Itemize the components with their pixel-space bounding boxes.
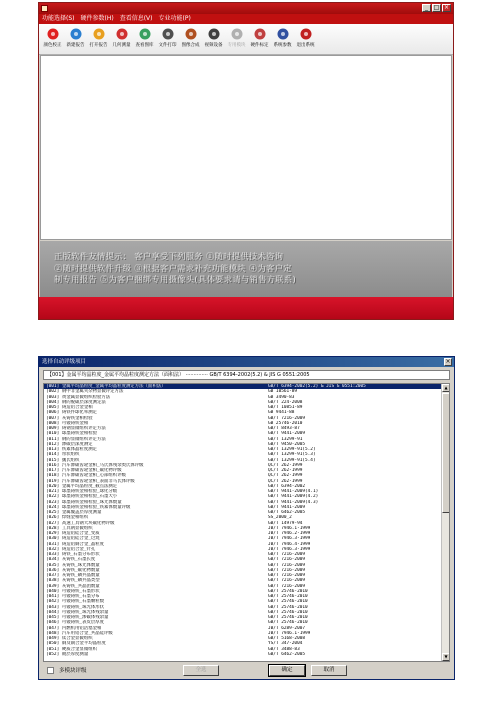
list-item-standard-code: GB/T 7216-2009 — [268, 415, 306, 421]
list-item-standard-code: SS_2000_2 — [268, 515, 292, 521]
list-item-title: [025] 金属覆盖层厚度测量 — [46, 510, 102, 515]
list-item-standard-code: GB/T 224-2008 — [268, 399, 303, 405]
geometry-icon — [115, 26, 129, 40]
list-item-standard-code: GB/T 6462-2005 — [268, 651, 306, 657]
list-item-title: [008] 可锻铸铁金相 — [46, 420, 89, 426]
list-item-title: [021] 球墨铸铁金相检验_球化分级 — [46, 489, 118, 494]
list-item-standard-code: GB/T 9441-2009(4.1) — [268, 489, 319, 494]
main-app-window — [38, 2, 454, 320]
list-item-title: [017] 汽车渗碳齿轮金相_碳化物评级 — [46, 468, 122, 473]
list-item-title: [047] 内燃机用铝活塞金相 — [46, 625, 102, 631]
selected-item-text: 【001】金属平均晶粒度_金属平均晶粒度测定方法（面积法） — [47, 372, 185, 378]
list-item-standard-code: GB/T 9441-2009 — [268, 504, 306, 510]
rating-item-list[interactable] — [43, 383, 450, 662]
list-item-title: [031] 铸造铝铜合金_晶粒度 — [46, 541, 105, 547]
list-item-title: [006] 铸铁件球化率测定 — [46, 410, 97, 416]
list-item-standard-code: GB 25746-2010 — [268, 420, 303, 426]
list-item-title: [024] 球墨铸铁金相检验_铁素体数量评级 — [46, 504, 131, 510]
list-item-title: [001] 金属平均晶粒度_金属平均晶粒度测定方法（面积法） — [46, 384, 166, 389]
list-item-standard-code: GB/T 9450-2005 — [268, 441, 306, 447]
dialog-close-button[interactable]: × — [445, 358, 451, 365]
toolbar-button-label: 硬件标定 — [250, 43, 269, 48]
list-item-standard-code: JB/T 7946.3-1999 — [268, 546, 311, 552]
list-item-standard-code: GB/T 5168-2008 — [268, 636, 306, 641]
list-item-title: [041] 可锻铸铁_石墨分布 — [46, 594, 100, 599]
toolbar-button-7[interactable] — [202, 24, 225, 54]
list-item-standard-code: GB/T 3488-83 — [268, 646, 300, 652]
video-camera-icon — [207, 26, 221, 40]
list-item-standard-code: GB/T 13299-91 — [268, 436, 303, 442]
list-item-standard-code: GB/T 8493-87 — [268, 426, 300, 431]
dialog-title: 选择自动评级项目 — [42, 359, 87, 365]
list-item-standard-code: JB/T 6289-2007 — [268, 625, 306, 631]
banner-line: ②随时提供软件升级 ③根据客户需求补充功能模块 ④为客户定 — [54, 262, 292, 273]
select-rating-item-dialog — [38, 356, 455, 680]
list-item-title: [052] 镀层厚度测量 — [46, 651, 89, 657]
list-scrollbar[interactable] — [441, 384, 449, 661]
app-titlebar — [39, 3, 453, 14]
list-item-standard-code: QC/T 262-1999 — [268, 473, 303, 479]
banner-line: 正版软件友情提示： 客户享受下列服务 ①随时提供技术咨询 — [54, 251, 284, 261]
list-item-title: [042] 可锻铸铁_石墨颗粒数 — [46, 599, 105, 605]
list-item-standard-code: GB/T 13299-91(5.2) — [268, 447, 316, 452]
list-item-title: [039] 灰铸铁_共晶团数量 — [46, 583, 100, 589]
list-item-title: [040] 可锻铸铁_石墨形状 — [46, 588, 100, 594]
list-item-title: [046] 可锻铸铁_表皮层厚度 — [46, 620, 105, 626]
list-item-standard-code: GB/T 7216-2009 — [268, 562, 306, 568]
scroll-up-icon[interactable]: ▲ — [442, 384, 450, 392]
color-wheel-icon — [46, 26, 60, 40]
menu-pro-functions[interactable]: 专业功能(P) — [158, 15, 191, 22]
toolbar-button-8[interactable] — [225, 24, 248, 54]
toolbar-button-label: 新建报告 — [66, 43, 85, 48]
exit-icon — [299, 26, 313, 40]
service-banner — [40, 241, 452, 297]
selected-item-field[interactable] — [43, 370, 450, 380]
list-item-title: [015] 魏氏组织 — [46, 457, 80, 463]
toolbar-button-label: 退出系统 — [296, 43, 315, 48]
list-item-title: [023] 球墨铸铁金相检验_珠光体数量 — [46, 499, 122, 505]
toolbar-button-label: 查看图库 — [135, 43, 154, 48]
list-item-title: [022] 球墨铸铁金相检验_石墨大小 — [46, 494, 118, 500]
list-item-title: [043] 可锻铸铁_珠光体形状 — [46, 604, 105, 610]
list-item-standard-code: GB/T 6394-2002 — [268, 483, 306, 489]
list-item-standard-code: GB/T 9441-2009 — [268, 431, 306, 437]
list-item-title: [002] 钢中非金属夹杂物显微评定方法 — [46, 389, 124, 395]
list-item-standard-code: GB/T 25746-2010 — [268, 599, 308, 605]
select-all-button[interactable]: 全选 — [183, 665, 219, 676]
image-merge-icon — [184, 26, 198, 40]
list-item-title: [010] 球墨铸铁金相检验 — [46, 431, 97, 437]
minimize-button[interactable]: _ — [422, 4, 431, 12]
toolbar-button-label: 专用模块 — [227, 43, 246, 48]
list-item-standard-code: GB/T 25746-2010 — [268, 594, 308, 599]
list-item-title: [012] 渗碳层深度测定 — [46, 441, 93, 447]
list-item-standard-code: GB/T 13299-91(5.3) — [268, 452, 316, 458]
toolbar-button-5[interactable] — [156, 24, 179, 54]
list-item-title: [003] 黄金属显微组织检验方法 — [46, 394, 111, 400]
list-item-standard-code: YS/T 347-2004 — [268, 641, 303, 647]
footer-bar — [39, 297, 453, 319]
multi-module-label: 多模块评级 — [59, 668, 87, 674]
toolbar — [39, 24, 453, 55]
dialog-footer — [43, 665, 450, 677]
list-item-title: [004] 钢的脱碳层深度测定法 — [46, 399, 106, 405]
gallery-icon — [138, 26, 152, 40]
scroll-down-icon[interactable]: ▼ — [442, 653, 450, 661]
toolbar-button-1[interactable] — [64, 24, 87, 54]
toolbar-button-2[interactable] — [87, 24, 110, 54]
list-item-title: [050] 铜及铜合金平均晶粒度 — [46, 641, 106, 647]
print-icon — [161, 26, 175, 40]
toolbar-button-3[interactable] — [110, 24, 133, 54]
workspace-area — [40, 55, 452, 240]
list-item-standard-code: QC/T 262-1999 — [268, 462, 303, 468]
list-item-standard-code: GB/T 10851-89 — [268, 405, 303, 410]
list-item-title: [026] 焊缝金相组织 — [46, 515, 89, 521]
list-item-standard-code: JB/T 7946.4-1999 — [268, 541, 311, 547]
toolbar-button-label: 视频设备 — [204, 43, 223, 48]
list-item-title: [036] 灰铸铁_碳化物数量 — [46, 567, 100, 573]
toolbar-button-10[interactable] — [271, 24, 294, 54]
list-item-standard-code: GB/T 6394-2002(5.2) & JIS G 0551:2005 — [268, 384, 366, 389]
rating-item-rows — [44, 384, 441, 661]
list-item-title: [044] 可锻铸铁_珠光体残余量 — [46, 609, 109, 615]
toolbar-button-6[interactable] — [179, 24, 202, 54]
list-item-title: [011] 钢的显微组织评定方法 — [46, 436, 106, 442]
window-controls — [422, 4, 451, 12]
module-icon — [230, 26, 244, 40]
list-item-standard-code: JB/T 7946.1-1999 — [268, 630, 311, 636]
list-item-title: [030] 铸造铝硅合金_过烧 — [46, 536, 100, 542]
list-item-standard-code: GB/T 7216-2009 — [268, 573, 306, 578]
toolbar-button-label: 颜色校正 — [43, 43, 62, 48]
list-item-standard-code: GB/T 7216-2009 — [268, 578, 306, 584]
list-item-title: [007] 灰铸铁金相检验 — [46, 415, 93, 421]
new-report-icon — [69, 26, 83, 40]
list-item-standard-code: GB/T 25746-2010 — [268, 620, 308, 626]
menu-bar — [39, 14, 453, 24]
settings-icon — [276, 26, 290, 40]
list-item-title: [051] 硬质合金显微组织 — [46, 646, 97, 652]
open-report-icon — [92, 26, 106, 40]
list-item-standard-code: GB/T 7216-2009 — [268, 552, 306, 557]
list-item-standard-code: GB/T 13299-91(5.4) — [268, 457, 316, 463]
list-item-standard-code: JB/T 7946.3-1999 — [268, 536, 311, 542]
list-item-title: [020] 金属平均晶粒度_截点法测定 — [46, 483, 118, 489]
list-item-title: [018] 汽车渗碳齿轮金相_心部组织评级 — [46, 473, 126, 479]
scroll-thumb[interactable] — [442, 393, 450, 513]
list-item-title: [028] 工具钢显微组织 — [46, 525, 93, 531]
list-item-title: [048] 汽车用铝合金_共晶硅评级 — [46, 630, 113, 636]
list-item-standard-code: GB/T 25746-2010 — [268, 615, 308, 620]
toolbar-button-11[interactable] — [294, 24, 317, 54]
list-item-title: [049] 钛合金显微组织 — [46, 636, 93, 641]
list-item-standard-code: GB/T 25746-2010 — [268, 588, 308, 594]
banner-line: 制专用报告 ⑤为客户捆绑专用摄像头(具体要求请与销售方联系) — [54, 274, 297, 284]
list-item-standard-code: JB/T 7946.1-1999 — [268, 525, 311, 531]
toolbar-button-4[interactable] — [133, 24, 156, 54]
list-item-standard-code: QC/T 262-1999 — [268, 468, 303, 473]
toolbar-button-label: 系统参数 — [273, 43, 292, 48]
list-item-title: [029] 铸造铝硅合金_变质 — [46, 531, 100, 536]
list-item-title: [019] 汽车渗碳齿轮金相_表面非马氏体评级 — [46, 478, 135, 484]
list-item-standard-code: GB/T 7216-2009 — [268, 557, 306, 563]
list-item-title: [016] 汽车渗碳齿轮金相_马氏体残余奥氏体评级 — [46, 462, 144, 468]
selected-item-dots: ·············· — [185, 372, 210, 378]
toolbar-button-label: 图像合成 — [181, 43, 200, 48]
list-item-title: [035] 灰铸铁_珠光体数量 — [46, 562, 100, 568]
list-item-title: [045] 可锻铸铁_渗碳体残余量 — [46, 615, 109, 620]
calibrate-icon — [253, 26, 267, 40]
ok-button[interactable]: 确定 — [269, 665, 305, 676]
dialog-titlebar — [39, 357, 454, 367]
toolbar-button-label: 打开报告 — [89, 43, 108, 48]
menu-hardware-params[interactable]: 硬件参数(H) — [80, 15, 114, 22]
toolbar-button-0[interactable] — [41, 24, 64, 54]
close-button[interactable]: × — [443, 4, 450, 11]
menu-view-info[interactable]: 查看信息(V) — [119, 15, 153, 22]
list-item-standard-code: GB 9441-88 — [268, 410, 295, 416]
list-item[interactable] — [44, 652, 441, 657]
list-item-title: [033] 铸铁_石墨分布形状 — [46, 552, 100, 557]
list-item-title: [027] 高速工具钢大块碳化物评级 — [46, 520, 115, 526]
list-item-standard-code: GB 3490-83 — [268, 394, 295, 400]
app-logo-icon — [41, 5, 48, 12]
list-item-standard-code: GB/T 7216-2009 — [268, 583, 306, 589]
list-item-standard-code: GB 10561-89 — [268, 389, 298, 395]
toolbar-button-label: 几何测量 — [112, 43, 131, 48]
list-item-title: [013] 铁素体晶粒度测定 — [46, 447, 97, 452]
list-item-standard-code: GB/T 25746-2010 — [268, 609, 308, 615]
list-item-standard-code: GB/T 14979-94 — [268, 520, 303, 526]
list-item-title: [037] 灰铸铁_磷共晶数量 — [46, 573, 100, 578]
cancel-button[interactable]: 取消 — [311, 665, 347, 676]
list-item-standard-code: GB/T 7216-2009 — [268, 567, 306, 573]
list-item-standard-code: QC/T 262-1999 — [268, 478, 303, 484]
list-item-title: [014] 带状组织 — [46, 452, 80, 458]
list-item-standard-code: GB/T 9441-2009(4.2) — [268, 494, 319, 500]
list-item-standard-code: JB/T 7946.2-1999 — [268, 531, 311, 536]
list-item-standard-code: GB/T 6462-2005 — [268, 510, 306, 515]
list-item-title: [034] 灰铸铁_石墨长度 — [46, 557, 96, 563]
multi-module-checkbox[interactable] — [47, 667, 54, 674]
list-item-title: [032] 铸造铝合金_针孔 — [46, 546, 96, 552]
list-item-standard-code: GB/T 25746-2010 — [268, 604, 308, 610]
list-item-title: [009] 铸钢显微组织评定方法 — [46, 426, 106, 431]
selected-item-code: GB/T 6394-2002(5.2) & JIS G 0551:2005 — [209, 372, 310, 378]
toolbar-button-label: 文件打印 — [158, 43, 177, 48]
list-item-title: [038] 灰铸铁_磷共晶类型 — [46, 578, 100, 584]
list-item-standard-code: GB/T 9441-2009(4.3) — [268, 499, 319, 505]
list-item-title: [005] 铸造铝合金金相 — [46, 405, 93, 410]
toolbar-button-9[interactable] — [248, 24, 271, 54]
menu-function-select[interactable]: 功能选择(S) — [42, 15, 75, 22]
maximize-button[interactable]: □ — [433, 4, 440, 11]
